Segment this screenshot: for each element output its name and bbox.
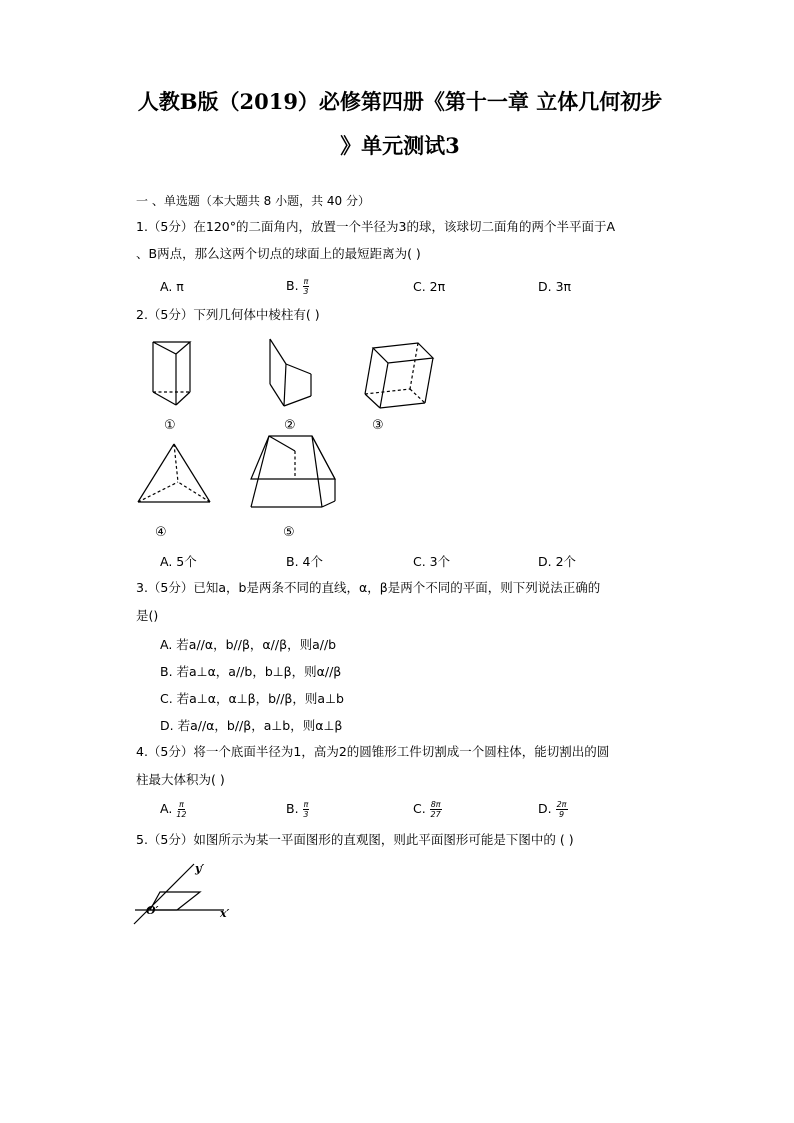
q4-option-d: [538, 800, 568, 819]
y-axis-line: [134, 864, 194, 924]
box-edge-front: [380, 363, 388, 408]
section-heading: 一 、单选题（本大题共 8 小题，共 40 分）: [136, 194, 370, 208]
q2-option-d: D. 2个: [538, 554, 577, 569]
q2-option-b: B. 4个: [286, 554, 323, 569]
fraction-numerator: 8π: [430, 800, 441, 809]
q1-option-b-label: B.: [286, 278, 299, 293]
q3-option-d: D. 若a//α，b//β，a⊥b，则α⊥β: [160, 718, 343, 733]
box-edge-right: [425, 358, 433, 403]
figure-label-3: ③: [372, 418, 384, 433]
fraction-numerator: π: [303, 800, 309, 809]
q1-option-d: D. 3π: [538, 279, 572, 294]
question-3-line1: 3.（5分）已知a，b是两条不同的直线，α，β是两个不同的平面，则下列说法正确的: [136, 580, 601, 595]
prism-bottom-left: [153, 392, 176, 405]
fraction-denominator: 3: [303, 287, 309, 296]
fraction-numerator: 2π: [556, 800, 567, 809]
fraction-denominator: 12: [176, 810, 187, 819]
fraction-numerator: π: [303, 277, 309, 286]
question-5-line1: 5.（5分）如图所示为某一平面图形的直观图，则此平面图形可能是下图中的 ( ): [136, 832, 574, 847]
box-hidden-right: [410, 389, 425, 403]
box-bottom-left: [365, 394, 380, 408]
figure-label-1: ①: [164, 418, 176, 433]
tetra-edge-left: [138, 444, 174, 502]
q2-option-c: C. 3个: [413, 554, 451, 569]
solid-edge-bottom-left: [270, 384, 284, 406]
q4-option-a-fraction: [176, 800, 186, 819]
figure-parallelepiped: [363, 338, 438, 413]
q4-option-a-label: A.: [160, 801, 173, 816]
figure-label-2: ②: [284, 418, 296, 433]
q4-option-c-label: C.: [413, 801, 426, 816]
page-title-line2: 》单元测试3: [340, 133, 460, 158]
box-top-face: [373, 343, 433, 363]
q4-option-b: [286, 800, 309, 819]
q4-option-c-fraction: [430, 800, 442, 819]
figure-triangular-prism: [148, 337, 198, 409]
question-1-line1: 1.（5分）在120°的二面角内，放置一个半径为3的球，该球切二面角的两个半平面于A: [136, 219, 615, 234]
frustum-top-inner: [269, 436, 295, 451]
figure-tetrahedron: [134, 440, 214, 506]
question-1-line2: 、B两点，那么这两个切点的球面上的最短距离为( ): [136, 246, 421, 261]
origin-label: O′: [146, 904, 159, 917]
q4-option-b-label: B.: [286, 801, 299, 816]
figure-frustum: [247, 431, 337, 511]
q3-option-b: B. 若a⊥α，a//b，b⊥β，则α//β: [160, 664, 342, 679]
q3-option-c: C. 若a⊥α，α⊥β，b//β，则a⊥b: [160, 691, 344, 706]
fraction-numerator: π: [178, 800, 184, 809]
prism-top-face: [153, 342, 190, 354]
figure-oblique-solid: [262, 336, 322, 410]
question-3-line2: 是(): [136, 608, 159, 623]
box-bottom-front: [380, 403, 425, 408]
box-hidden-vertical: [410, 343, 418, 389]
question-2-line1: 2.（5分）下列几何体中棱柱有( ): [136, 307, 320, 322]
fraction-denominator: 3: [303, 810, 309, 819]
tetra-edge-right: [174, 444, 210, 502]
q1-option-b: [286, 277, 309, 296]
fraction-denominator: 27: [430, 810, 441, 819]
solid-edge-top-right: [286, 364, 311, 374]
question-4-line2: 柱最大体积为( ): [136, 772, 225, 787]
figure-label-4: ④: [155, 525, 167, 540]
figure-label-5: ⑤: [283, 525, 295, 540]
fraction-denominator: 9: [559, 810, 565, 819]
q1-option-b-fraction: [303, 277, 310, 296]
q3-option-a: A. 若a//α，b//β，α//β，则a//b: [160, 637, 337, 652]
frustum-edge-bottom-right: [322, 501, 335, 507]
solid-edge-top: [270, 339, 286, 364]
solid-edge-front: [284, 364, 286, 406]
q4-option-d-label: D.: [538, 801, 552, 816]
question-4-line1: 4.（5分）将一个底面半径为1，高为2的圆锥形工件切割成一个圆柱体，能切割出的圆: [136, 744, 610, 759]
tetra-hidden-right: [178, 482, 210, 502]
box-edge-left: [365, 348, 373, 394]
q4-option-b-fraction: [303, 800, 310, 819]
box-hidden-back: [365, 389, 410, 394]
prism-bottom-right: [176, 392, 190, 405]
q4-option-d-fraction: [556, 800, 568, 819]
q4-option-c: [413, 800, 442, 819]
q1-option-c: C. 2π: [413, 279, 446, 294]
solid-edge-bottom-right: [284, 396, 311, 406]
frustum-edge-front: [312, 436, 322, 507]
q1-option-a: A. π: [160, 279, 184, 294]
q2-option-a: A. 5个: [160, 554, 197, 569]
page-title-line1: 人教B版（2019）必修第四册《第十一章 立体几何初步: [137, 89, 663, 114]
x-axis-label: x′: [220, 907, 230, 920]
y-axis-label: y′: [195, 862, 205, 875]
q4-option-a: [160, 800, 186, 819]
